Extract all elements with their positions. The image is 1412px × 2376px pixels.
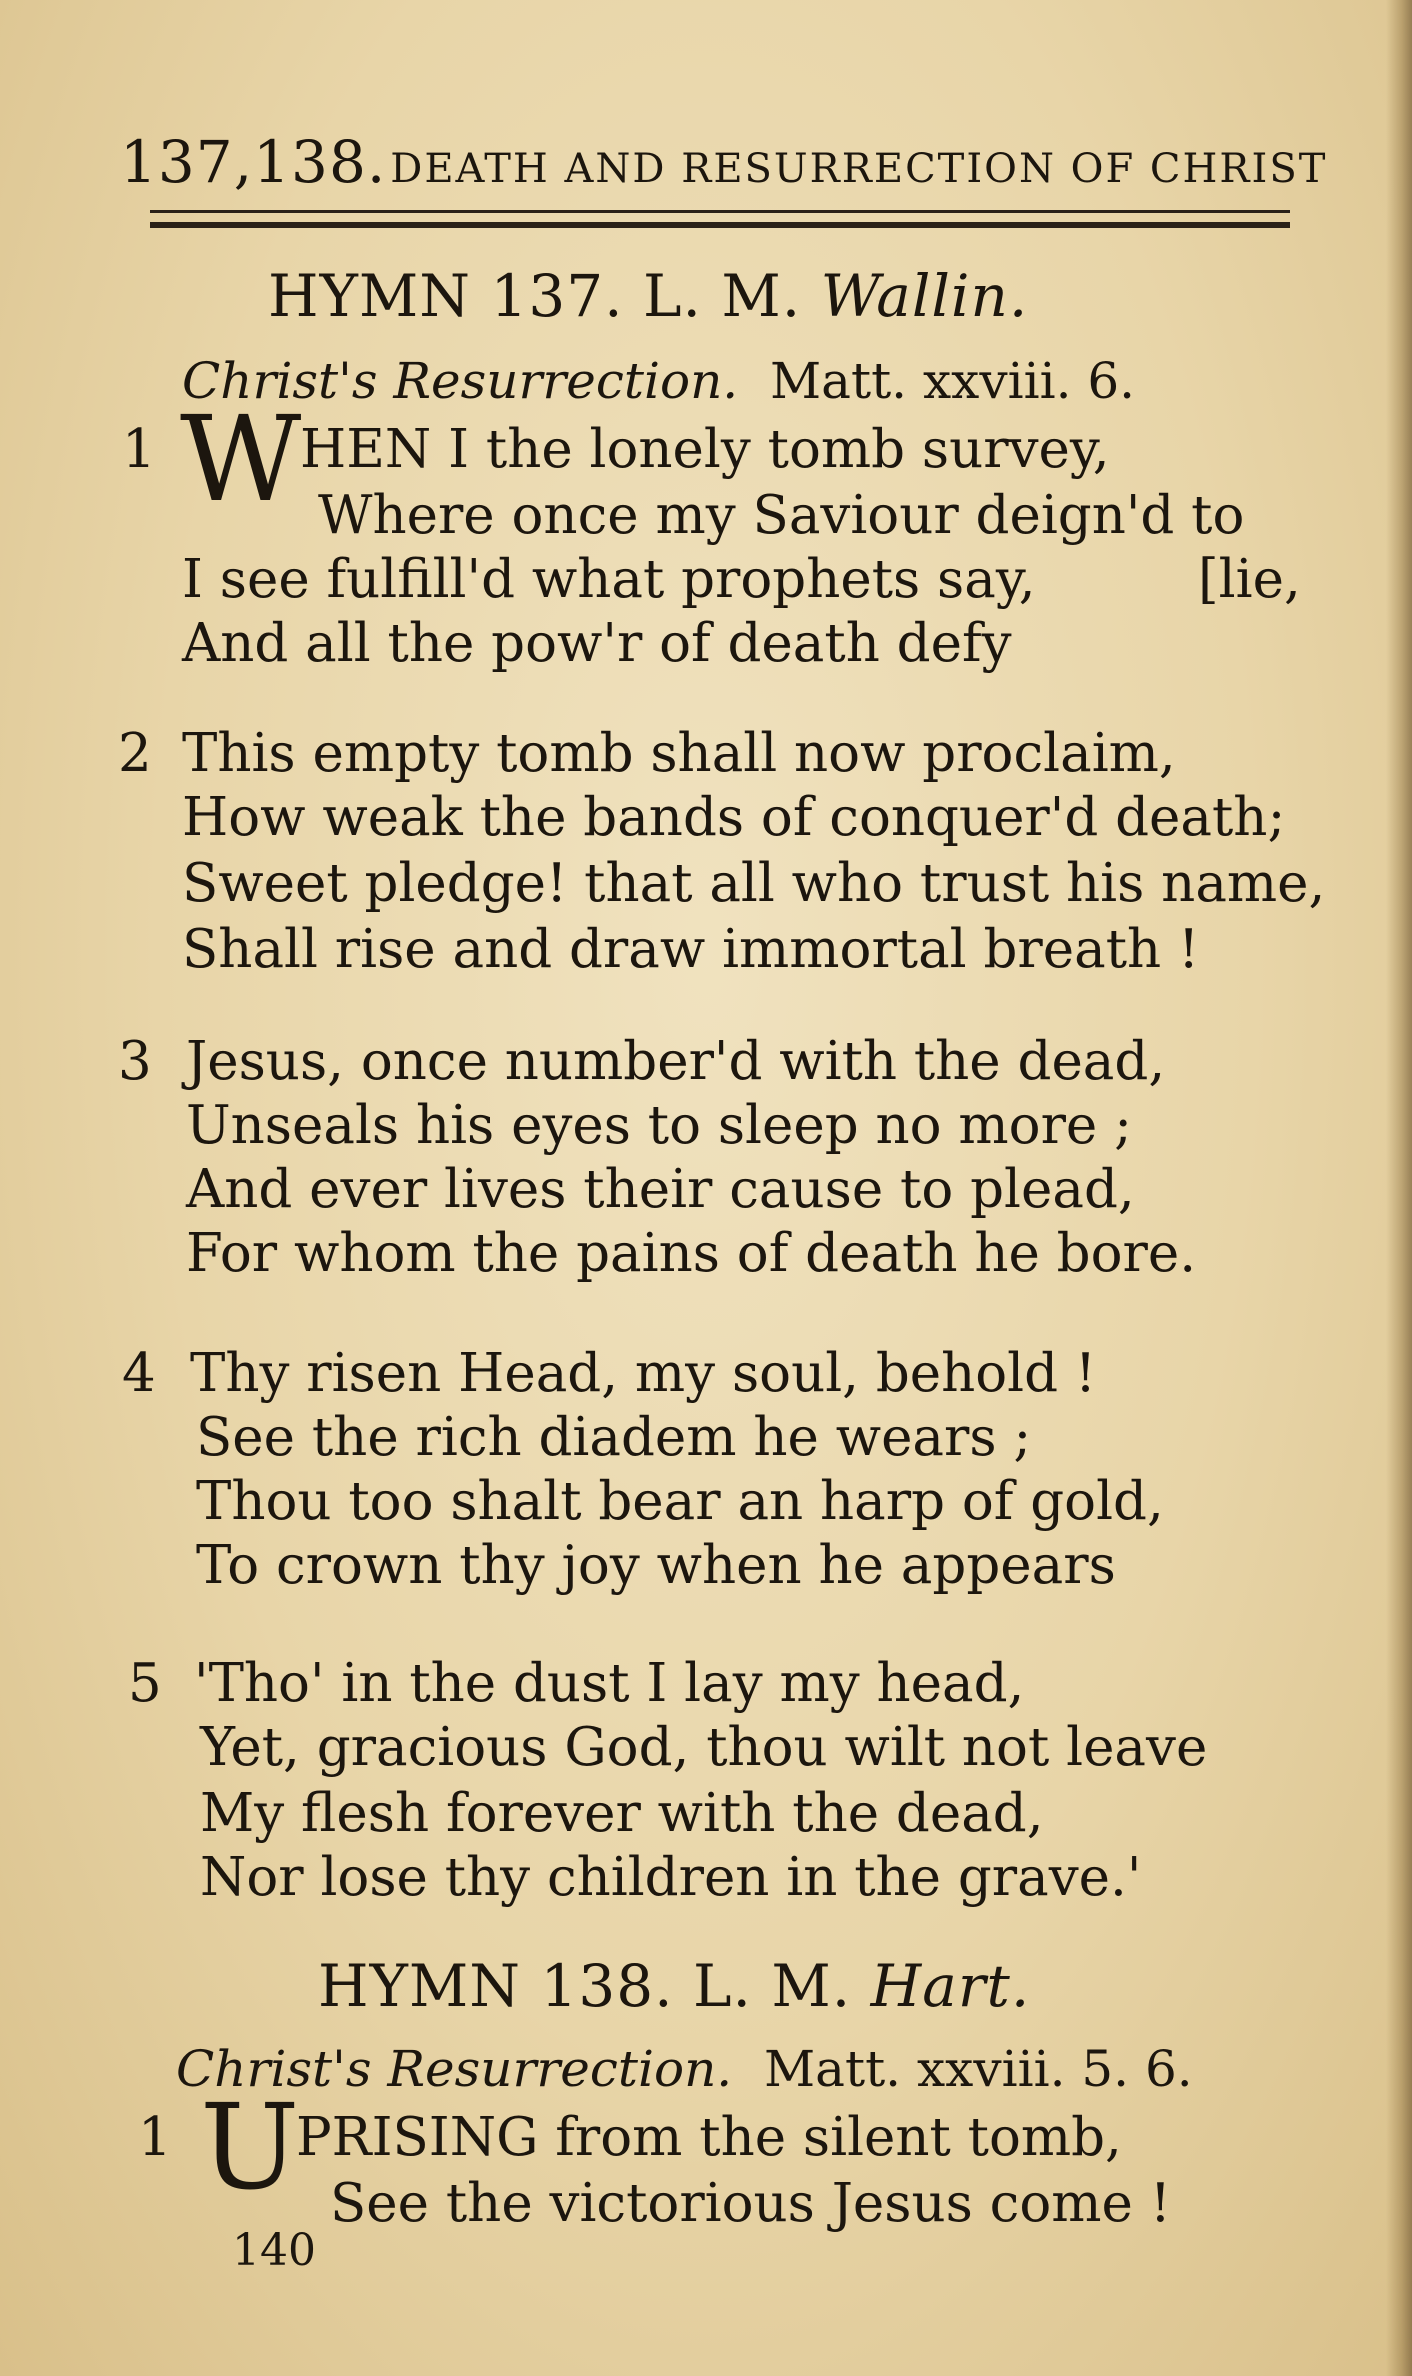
verse-line: Thou too shalt bear an harp of gold, <box>196 1471 1164 1532</box>
hymn-137-subtitle-text: Christ's Resurrection. <box>182 352 739 410</box>
verse-line: And ever lives their cause to plead, <box>186 1159 1135 1220</box>
stanza-number: 2 <box>118 723 152 784</box>
verse-line: Nor lose thy children in the grave.' <box>200 1847 1142 1908</box>
hymn-138-title: HYMN 138. L. M. <box>318 1952 852 2020</box>
verse-line: My flesh forever with the dead, <box>200 1783 1044 1844</box>
page-number: 140 <box>232 2225 316 2276</box>
verse-line-carryover: [lie, <box>1198 549 1301 610</box>
verse-line: Yet, gracious God, thou wilt not leave <box>200 1717 1208 1778</box>
verse-line: 'Tho' in the dust I lay my head, <box>194 1653 1025 1714</box>
verse-line: To crown thy joy when he appears <box>196 1535 1116 1596</box>
verse-line: I see fulfill'd what prophets say, <box>182 549 1036 610</box>
verse-line: HEN I the lonely tomb survey, <box>300 419 1110 480</box>
hymn-138-subtitle <box>176 2040 1193 2098</box>
verse-line: Thy risen Head, my soul, behold ! <box>190 1343 1097 1404</box>
stanza-number: 1 <box>138 2107 172 2168</box>
running-head-title: DEATH AND RESURRECTION OF CHRIST <box>390 146 1328 192</box>
hymn-138-author: Hart. <box>870 1952 1031 2020</box>
verse-line: See the victorious Jesus come ! <box>330 2173 1172 2234</box>
hymn-137-scripture-ref: Matt. xxviii. 6. <box>769 352 1136 410</box>
header-rule-thin <box>150 210 1290 213</box>
verse-line: How weak the bands of conquer'd death; <box>182 787 1286 848</box>
hymn-137-subtitle <box>182 352 1135 410</box>
hymn-138-heading <box>318 1952 1030 2020</box>
verse-line: Unseals his eyes to sleep no more ; <box>186 1095 1132 1156</box>
drop-cap: U <box>200 2078 300 2216</box>
running-head <box>120 128 1328 198</box>
stanza-number: 5 <box>128 1653 162 1714</box>
hymn-137-title: HYMN 137. L. M. <box>268 262 802 330</box>
verse-line: Where once my Saviour deign'd to <box>318 485 1245 546</box>
stanza-number: 1 <box>122 419 156 480</box>
verse-line: And all the pow'r of death defy <box>182 613 1012 674</box>
drop-cap: W <box>180 390 302 528</box>
verse-line: For whom the pains of death he bore. <box>186 1223 1197 1284</box>
verse-line: Jesus, once number'd with the dead, <box>186 1031 1166 1092</box>
stanza-number: 4 <box>122 1343 156 1404</box>
hymn-138-scripture-ref: Matt. xxviii. 5. 6. <box>763 2040 1193 2098</box>
running-head-numbers: 137,138. <box>120 128 387 196</box>
page-edge-shadow <box>1386 0 1412 2376</box>
verse-line: See the rich diadem he wears ; <box>196 1407 1032 1468</box>
header-rule-thick <box>150 222 1290 228</box>
stanza-number: 3 <box>118 1031 152 1092</box>
verse-line: PRISING from the silent tomb, <box>296 2107 1122 2168</box>
verse-line: This empty tomb shall now proclaim, <box>182 723 1176 784</box>
hymn-137-heading <box>268 262 1028 330</box>
hymn-137-author: Wallin. <box>820 262 1029 330</box>
verse-line: Sweet pledge! that all who trust his name, <box>182 853 1326 914</box>
hymn-138-subtitle-text: Christ's Resurrection. <box>176 2040 733 2098</box>
verse-line: Shall rise and draw immortal breath ! <box>182 919 1200 980</box>
